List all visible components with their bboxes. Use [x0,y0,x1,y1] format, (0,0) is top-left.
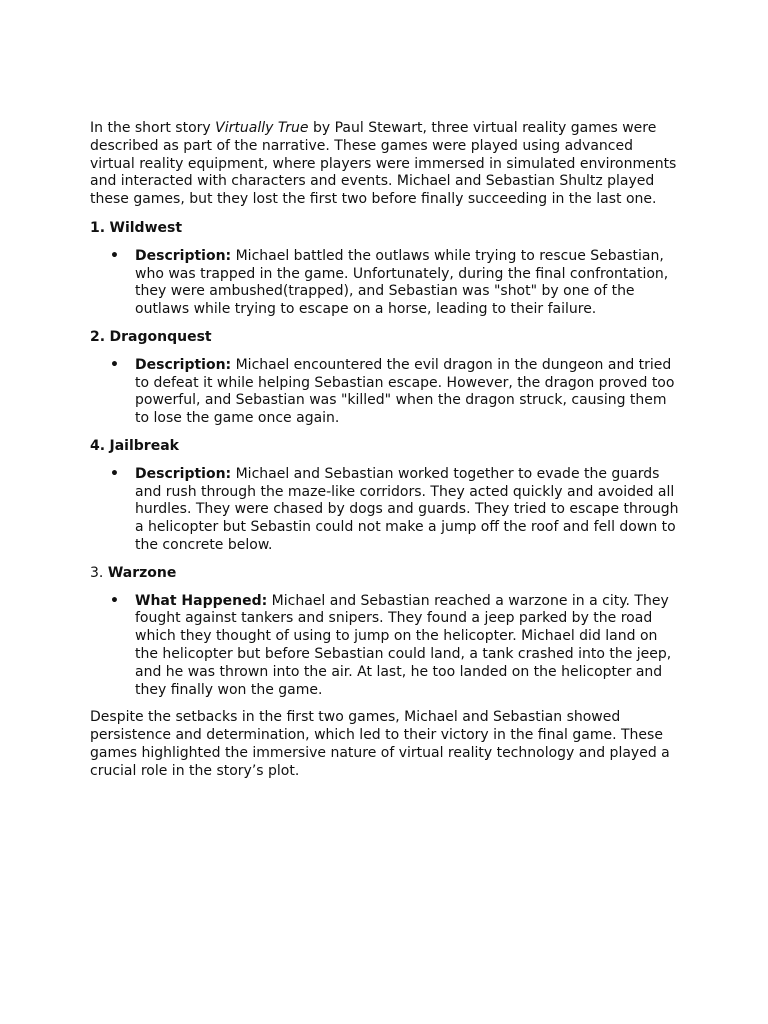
bullet-icon: • [110,465,119,482]
section-number: 4. [90,437,106,454]
section-heading-warzone [90,565,682,583]
section-list-wildwest [90,248,682,319]
list-item [90,466,682,555]
item-label: What Happened: [135,592,268,609]
item-label: Description: [135,356,232,373]
item-text: Michael and Sebastian worked together to evade the guards and rush through the maze-like corridors. They acted quickly and avoided all hurdles. They were chased by dogs and guards. They tried to escape through a helicopter but Sebastin could not make a jump off the roof and fell down to the concrete below. [135,465,679,553]
item-text: Michael battled the outlaws while trying to rescue Sebastian, who was trapped in the game. Unfortunately, during the final confrontation, they were ambushed(trapped), and Sebastian was "shot" by one of the outlaws while trying to escape on a horse, leading to their failure. [135,247,669,318]
section-heading-jailbreak [90,438,682,456]
section-title: Wildwest [109,219,183,236]
section-list-warzone [90,593,682,700]
section-heading-wildwest [90,220,682,238]
section-title: Jailbreak [109,437,179,454]
list-item [90,357,682,428]
closing-paragraph: Despite the setbacks in the first two games, Michael and Sebastian showed persistence and determination, which led to their victory in the final game. These games highlighted the immersive nature of virtual reality technology and played a crucial role in the story’s plot. [90,709,670,779]
section-list-dragonquest [90,357,682,428]
bullet-icon: • [110,592,119,609]
section-title: Warzone [107,564,177,581]
list-item [90,248,682,319]
document-page [90,120,682,781]
section-list-jailbreak [90,466,682,555]
item-label: Description: [135,465,232,482]
section-number: 1. [90,219,106,236]
item-label: Description: [135,247,232,264]
list-item [90,593,682,700]
section-number: 3. [90,564,104,581]
section-number: 2. [90,328,106,345]
section-title: Dragonquest [109,328,212,345]
bullet-icon: • [110,356,119,373]
bullet-icon: • [110,247,119,264]
section-heading-dragonquest [90,329,682,347]
item-text: Michael and Sebastian reached a warzone in a city. They fought against tankers and snipers. They found a jeep parked by the road which they thought of using to jump on the helicopter. Michael did land on the helicopter but before Sebastian could land, a tank crashed into the jeep, and he was thrown into the air. At last, he too landed on the helicopter and they finally won the game. [135,592,672,698]
intro-text-rest: by Paul Stewart, three virtual reality games were described as part of the narrative. These games were played using advanced virtual reality equipment, where players were immersed in simulated environments and interacted with characters and events. Michael and Sebastian Shultz played these games, but they lost the first two before finally succeeding in the last one. [90,120,677,208]
intro-paragraph [90,120,682,209]
item-text: Michael encountered the evil dragon in the dungeon and tried to defeat it while helping Sebastian escape. However, the dragon proved too powerful, and Sebastian was "killed" when the dragon struck, causing them to lose the game once again. [135,356,675,427]
story-title: Virtually True [215,120,309,136]
intro-text-start: In the short story [90,120,216,136]
